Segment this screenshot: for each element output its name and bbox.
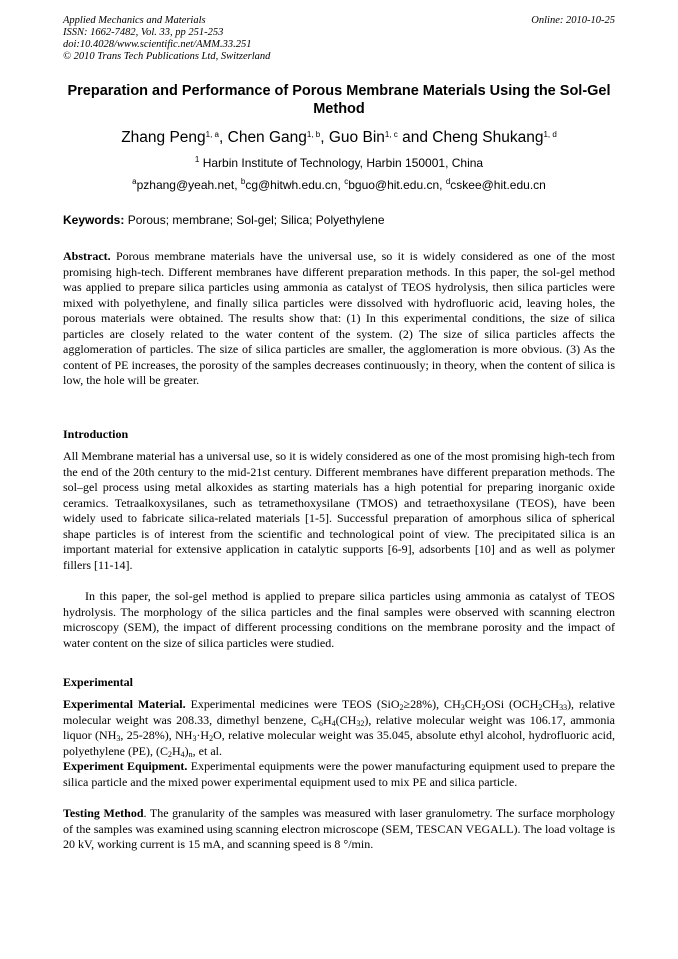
author: Zhang Peng [121,129,206,146]
testing-method-label: Testing Method [63,806,144,820]
testing-method-paragraph [63,806,615,853]
abstract-text: Porous membrane materials have the universal use, so it is widely considered as one of the most promising high-tech. Different membranes have different preparation methods. In this paper, the sol-gel method was applied to prepare silica particles using ammonia as catalyst of TEOS hydrolysis, then silica particles were mixed with polyethylene, and finally silica particles were dissolved with hydrofluoric acid, leaving holes, the porous materials were obtained. The results show that: (1) In this experimental conditions, the size of silica particles are closely related to the water content of the system. (2) The size of silica particles affects the agglomeration of particles. The size of silica particles are smaller, the agglomeration is more obvious. (3) As the content of PE increases, the porosity of the samples decreases continuously; in theory, when the content of silica is low, the hole will be greater. [63,249,615,387]
keywords-label: Keywords: [63,213,125,227]
affiliation [63,155,615,171]
author-superscript: 1, a [205,130,219,139]
keywords-text: Porous; membrane; Sol-gel; Silica; Polyethylene [127,213,385,227]
material-text: ), relative molecular weight was 106.17, ammonia liquor (NH [63,712,615,742]
material-text: ), relative molecular weight was 208.33, dimethyl benzene, C [63,697,616,727]
paper-title: Preparation and Performance of Porous Membrane Materials Using the Sol-Gel Method [67,83,611,117]
journal-name: Applied Mechanics and Materials [63,15,206,26]
subscript: 3 [356,718,361,728]
introduction-paragraph-2: In this paper, the sol-gel method is applied to prepare silica particles using ammonia as catalyst of TEOS hydrolysis. The morphology of the silica particles and the final samples were observed with scanning electron microscopy (SEM), the impact of different processing conditions on the membrane porosity and the impact of water content on the size of silica particles were studied. [63,589,615,650]
email-separator: , [439,178,446,192]
subscript: 2 [167,749,172,759]
material-text: CH [542,697,560,711]
issn-line: ISSN: 1662-7482, Vol. 33, pp 251-253 [63,27,224,38]
doi-line: doi:10.4028/www.scientific.net/AMM.33.251 [63,39,252,50]
material-text: , et al. [192,743,222,758]
email-separator: , [234,178,241,192]
experimental-material-paragraph [63,697,615,759]
subscript: 3 [116,734,121,743]
testing-method-text: . The granularity of the samples was measured with laser granulometry. The surface morphology of the samples was examined using scanning electron microscope (SEM, TESCAN VEGALL). The load voltage is 20 kV, working current is 15 mA, and scanning speed is 8 °/min. [63,806,616,851]
material-text: Experimental medicines were TEOS (SiO [190,697,400,711]
material-text: ≥28%), CH [403,697,461,711]
email-superscript: a [132,177,137,186]
subscript: n [188,749,193,759]
material-text: O, relative molecular weight was 35.045, absolute ethyl alcohol, hydrofluoric acid, polyethylene (PE), (C [63,728,616,758]
author-superscript: 1, d [543,130,557,139]
affiliation-superscript: 1 [194,155,200,164]
abstract-label: Abstract. [63,249,111,263]
author-separator: , [219,129,228,146]
section-heading-experimental: Experimental [63,675,133,689]
experiment-equipment-text: Experimental equipments were the power manufacturing equipment used to prepare the silica particle and the mixed power experimental equipment used to mix PE and silica particle. [63,759,616,789]
subscript-outer: 2 [360,718,365,728]
email-list [63,177,615,193]
subscript: 6 [319,718,323,728]
keywords [63,212,615,228]
author: Guo Bin [328,129,385,146]
section-heading-introduction: Introduction [63,427,129,441]
author-separator: , [320,129,329,146]
experimental-material-label: Experimental Material. [63,697,186,711]
material-text: OSi (OCH [485,697,539,711]
email-address[interactable]: cskee@hit.edu.cn [450,178,546,192]
subscript: 4 [331,718,336,728]
author-superscript: 1, b [306,130,321,139]
author: Chen Gang [227,129,307,146]
subscript: 3 [559,703,564,712]
material-text: H [323,712,332,727]
material-text: ·H [196,728,210,742]
subscript-outer: 3 [563,703,568,712]
material-text: H [171,743,181,758]
author-separator: and [397,129,433,146]
abstract [63,249,615,389]
material-text: (CH [335,712,357,727]
material-text: CH [464,697,482,711]
email-separator: , [337,178,345,192]
subscript: 2 [538,703,543,712]
subscript: 2 [399,703,404,712]
email-superscript: d [445,177,451,186]
email-address[interactable]: bguo@hit.edu.cn [348,178,440,192]
email-superscript: b [240,177,246,186]
introduction-paragraph-1: All Membrane material has a universal use, so it is widely considered as one of the most promising high-tech from the end of the 20th century to the mid-21st century. Different membranes have different preparation methods. The sol–gel process using metal alkoxides as starting materials has a high potential for preparing inorganic oxide ceramics. Tetraalkoxysilanes, such as tetramethoxysilane (TMOS) and tetraethoxysilane (TEOS), have been widely used to fabricate silica-related materials [1-5]. Successful preparation of amorphous silica of spherical shape particles is of interest from the scientific and technological point of view. The precipitated silica is an important material for extensive application in catalytic supports [6-9], adsorbents [10] and as well as polymer fillers [11-14]. [63,449,615,572]
subscript: 2 [481,703,486,712]
affiliation-text: Harbin Institute of Technology, Harbin 150001, China [202,156,484,170]
subscript: 3 [192,734,197,743]
author: Cheng Shukang [432,129,544,146]
email-address[interactable]: pzhang@yeah.net [136,178,235,192]
author-list [63,128,615,148]
author-superscript: 1, c [384,130,398,139]
journal-header [63,15,615,63]
material-text: ) [184,743,189,758]
online-date: Online: 2010-10-25 [531,15,615,26]
email-address[interactable]: cg@hitwh.edu.cn [245,178,338,192]
subscript: 3 [460,703,465,712]
subscript: 4 [180,749,185,759]
copyright-line: © 2010 Trans Tech Publications Ltd, Switzerland [63,51,271,62]
experiment-equipment-paragraph [63,759,615,790]
material-text: , 25-28%), NH [120,728,193,742]
experiment-equipment-label: Experiment Equipment. [63,759,188,773]
subscript: 2 [209,734,214,743]
email-superscript: c [344,177,349,186]
